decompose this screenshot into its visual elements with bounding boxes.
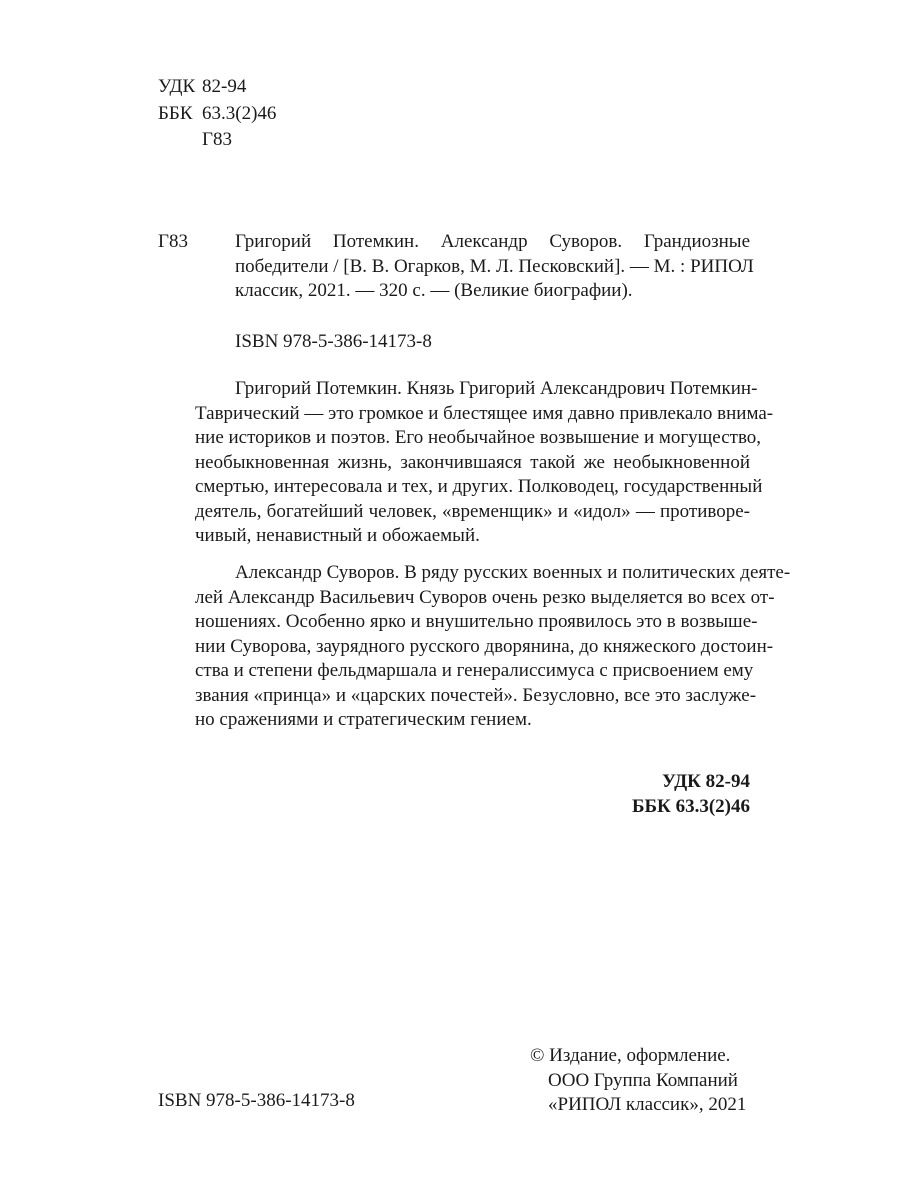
annotation-line: но сражениями и стратегическим гением. bbox=[195, 709, 532, 730]
annotation-line: смертью, интересовала и тех, и других. Полководец, государственный bbox=[195, 476, 763, 497]
record-line: классик, 2021. — 320 с. — (Великие биографии). bbox=[235, 280, 633, 301]
annotation-line: ства и степени фельдмаршала и генералиссимуса с присвоением ему bbox=[195, 660, 754, 681]
record-isbn: ISBN 978-5-386-14173-8 bbox=[235, 331, 432, 352]
author-code: Г83 bbox=[202, 129, 232, 150]
udk-bold: УДК 82-94 bbox=[662, 771, 750, 792]
annotation-line: Александр Суворов. В ряду русских военных и политических деяте- bbox=[235, 562, 791, 583]
annotation-line: чивый, ненавистный и обожаемый. bbox=[195, 525, 480, 546]
annotation-line: нии Суворова, заурядного русского дворянина, до княжеского достоин- bbox=[195, 635, 774, 657]
isbn-bottom: ISBN 978-5-386-14173-8 bbox=[158, 1090, 355, 1111]
annotation-line: деятель, богатейший человек, «временщик» и «идол» — противоре- bbox=[195, 500, 750, 522]
record-body bbox=[235, 230, 754, 304]
annotation-potemkin bbox=[195, 377, 774, 549]
annotation-line: Таврический — это громкое и блестящее имя давно привлекало внима- bbox=[195, 402, 774, 424]
bbk-value: 63.3(2)46 bbox=[202, 102, 277, 124]
annotation-suvorov bbox=[195, 561, 791, 733]
record-line: победители / [В. В. Огарков, М. Л. Песковский]. — М. : РИПОЛ bbox=[235, 255, 754, 277]
udk-row bbox=[158, 74, 276, 101]
copyright-line: © Издание, оформление. bbox=[530, 1045, 731, 1066]
annotation-line: ние историков и поэтов. Его необычайное возвышение и могущество, bbox=[195, 427, 762, 448]
classification-codes-top bbox=[158, 74, 276, 154]
annotation-line: необыкновенная жизнь, закончившаяся такой же необыкновенной bbox=[195, 451, 750, 473]
classification-codes-bottom bbox=[632, 770, 750, 819]
record-line: Григорий Потемкин. Александр Суворов. Грандиозные bbox=[235, 231, 750, 252]
annotation-line: звания «принца» и «царских почестей». Безусловно, все это заслуже- bbox=[195, 684, 757, 706]
annotation-line: Григорий Потемкин. Князь Григорий Александрович Потемкин- bbox=[235, 378, 758, 399]
bbk-row bbox=[158, 101, 276, 128]
author-code-row bbox=[158, 127, 276, 154]
bbk-bold: ББК 63.3(2)46 bbox=[631, 795, 750, 817]
udk-value: 82-94 bbox=[202, 76, 247, 97]
bbk-label: ББК bbox=[158, 102, 193, 124]
annotation-line: ношениях. Особенно ярко и внушительно проявилось это в возвыше- bbox=[195, 611, 758, 632]
copyright-notice bbox=[530, 1044, 750, 1118]
copyright-line: «РИПОЛ классик», 2021 bbox=[548, 1094, 747, 1115]
copyright-line: ООО Группа Компаний bbox=[548, 1069, 738, 1091]
record-author-code: Г83 bbox=[158, 231, 188, 252]
annotation-line: лей Александр Васильевич Суворов очень резко выделяется во всех от- bbox=[195, 586, 775, 608]
udk-label: УДК bbox=[158, 76, 196, 97]
bibliographic-record bbox=[158, 230, 754, 304]
